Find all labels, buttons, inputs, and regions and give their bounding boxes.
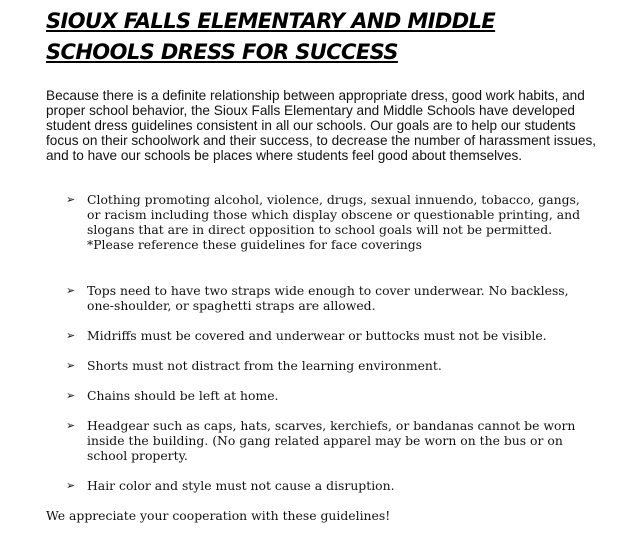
arrow-bullet-icon: ➢ <box>66 479 76 492</box>
arrow-bullet-icon: ➢ <box>66 389 76 402</box>
guideline-text: Midriffs must be covered and underwear or buttocks must not be visible. <box>87 328 547 343</box>
title-line-1: SIOUX FALLS ELEMENTARY AND MIDDLE <box>46 9 496 33</box>
guideline-text: Headgear such as caps, hats, scarves, kerchiefs, or bandanas cannot be worn inside the building. (No gang related apparel may be worn on the bus or on school property. <box>87 418 576 464</box>
closing-statement: We appreciate your cooperation with these guidelines! <box>46 508 391 523</box>
arrow-bullet-icon: ➢ <box>66 284 76 297</box>
title-line-2: SCHOOLS DRESS FOR SUCCESS <box>46 40 398 64</box>
document-title <box>46 6 586 68</box>
guideline-text: Tops need to have two straps wide enough to cover underwear. No backless, one-shoulder, or spaghetti straps are allowed. <box>87 283 569 314</box>
guideline-text: Clothing promoting alcohol, violence, drugs, sexual innuendo, tobacco, gangs, or racism including those which display obscene or questionable printing, and slogans that are in direct opposition to school goals will not be permitted. <box>87 192 581 238</box>
face-covering-note: *Please reference these guidelines for face coverings <box>87 237 423 253</box>
arrow-bullet-icon: ➢ <box>66 419 76 432</box>
guideline-text: Shorts must not distract from the learning environment. <box>87 358 442 373</box>
intro-paragraph: Because there is a definite relationship between appropriate dress, good work habits, and proper school behavior, the Sioux Falls Elementary and Middle Schools have developed student dress guidelines consistent in all our schools. Our goals are to help our students focus on their schoolwork and their success, to decrease the number of harassment issues, and to have our schools be places where students feel good about themselves. <box>46 88 597 164</box>
guideline-text: Chains should be left at home. <box>87 388 279 403</box>
arrow-bullet-icon: ➢ <box>66 329 76 342</box>
guideline-text: Hair color and style must not cause a disruption. <box>87 478 395 493</box>
arrow-bullet-icon: ➢ <box>66 359 76 372</box>
arrow-bullet-icon: ➢ <box>66 193 76 206</box>
